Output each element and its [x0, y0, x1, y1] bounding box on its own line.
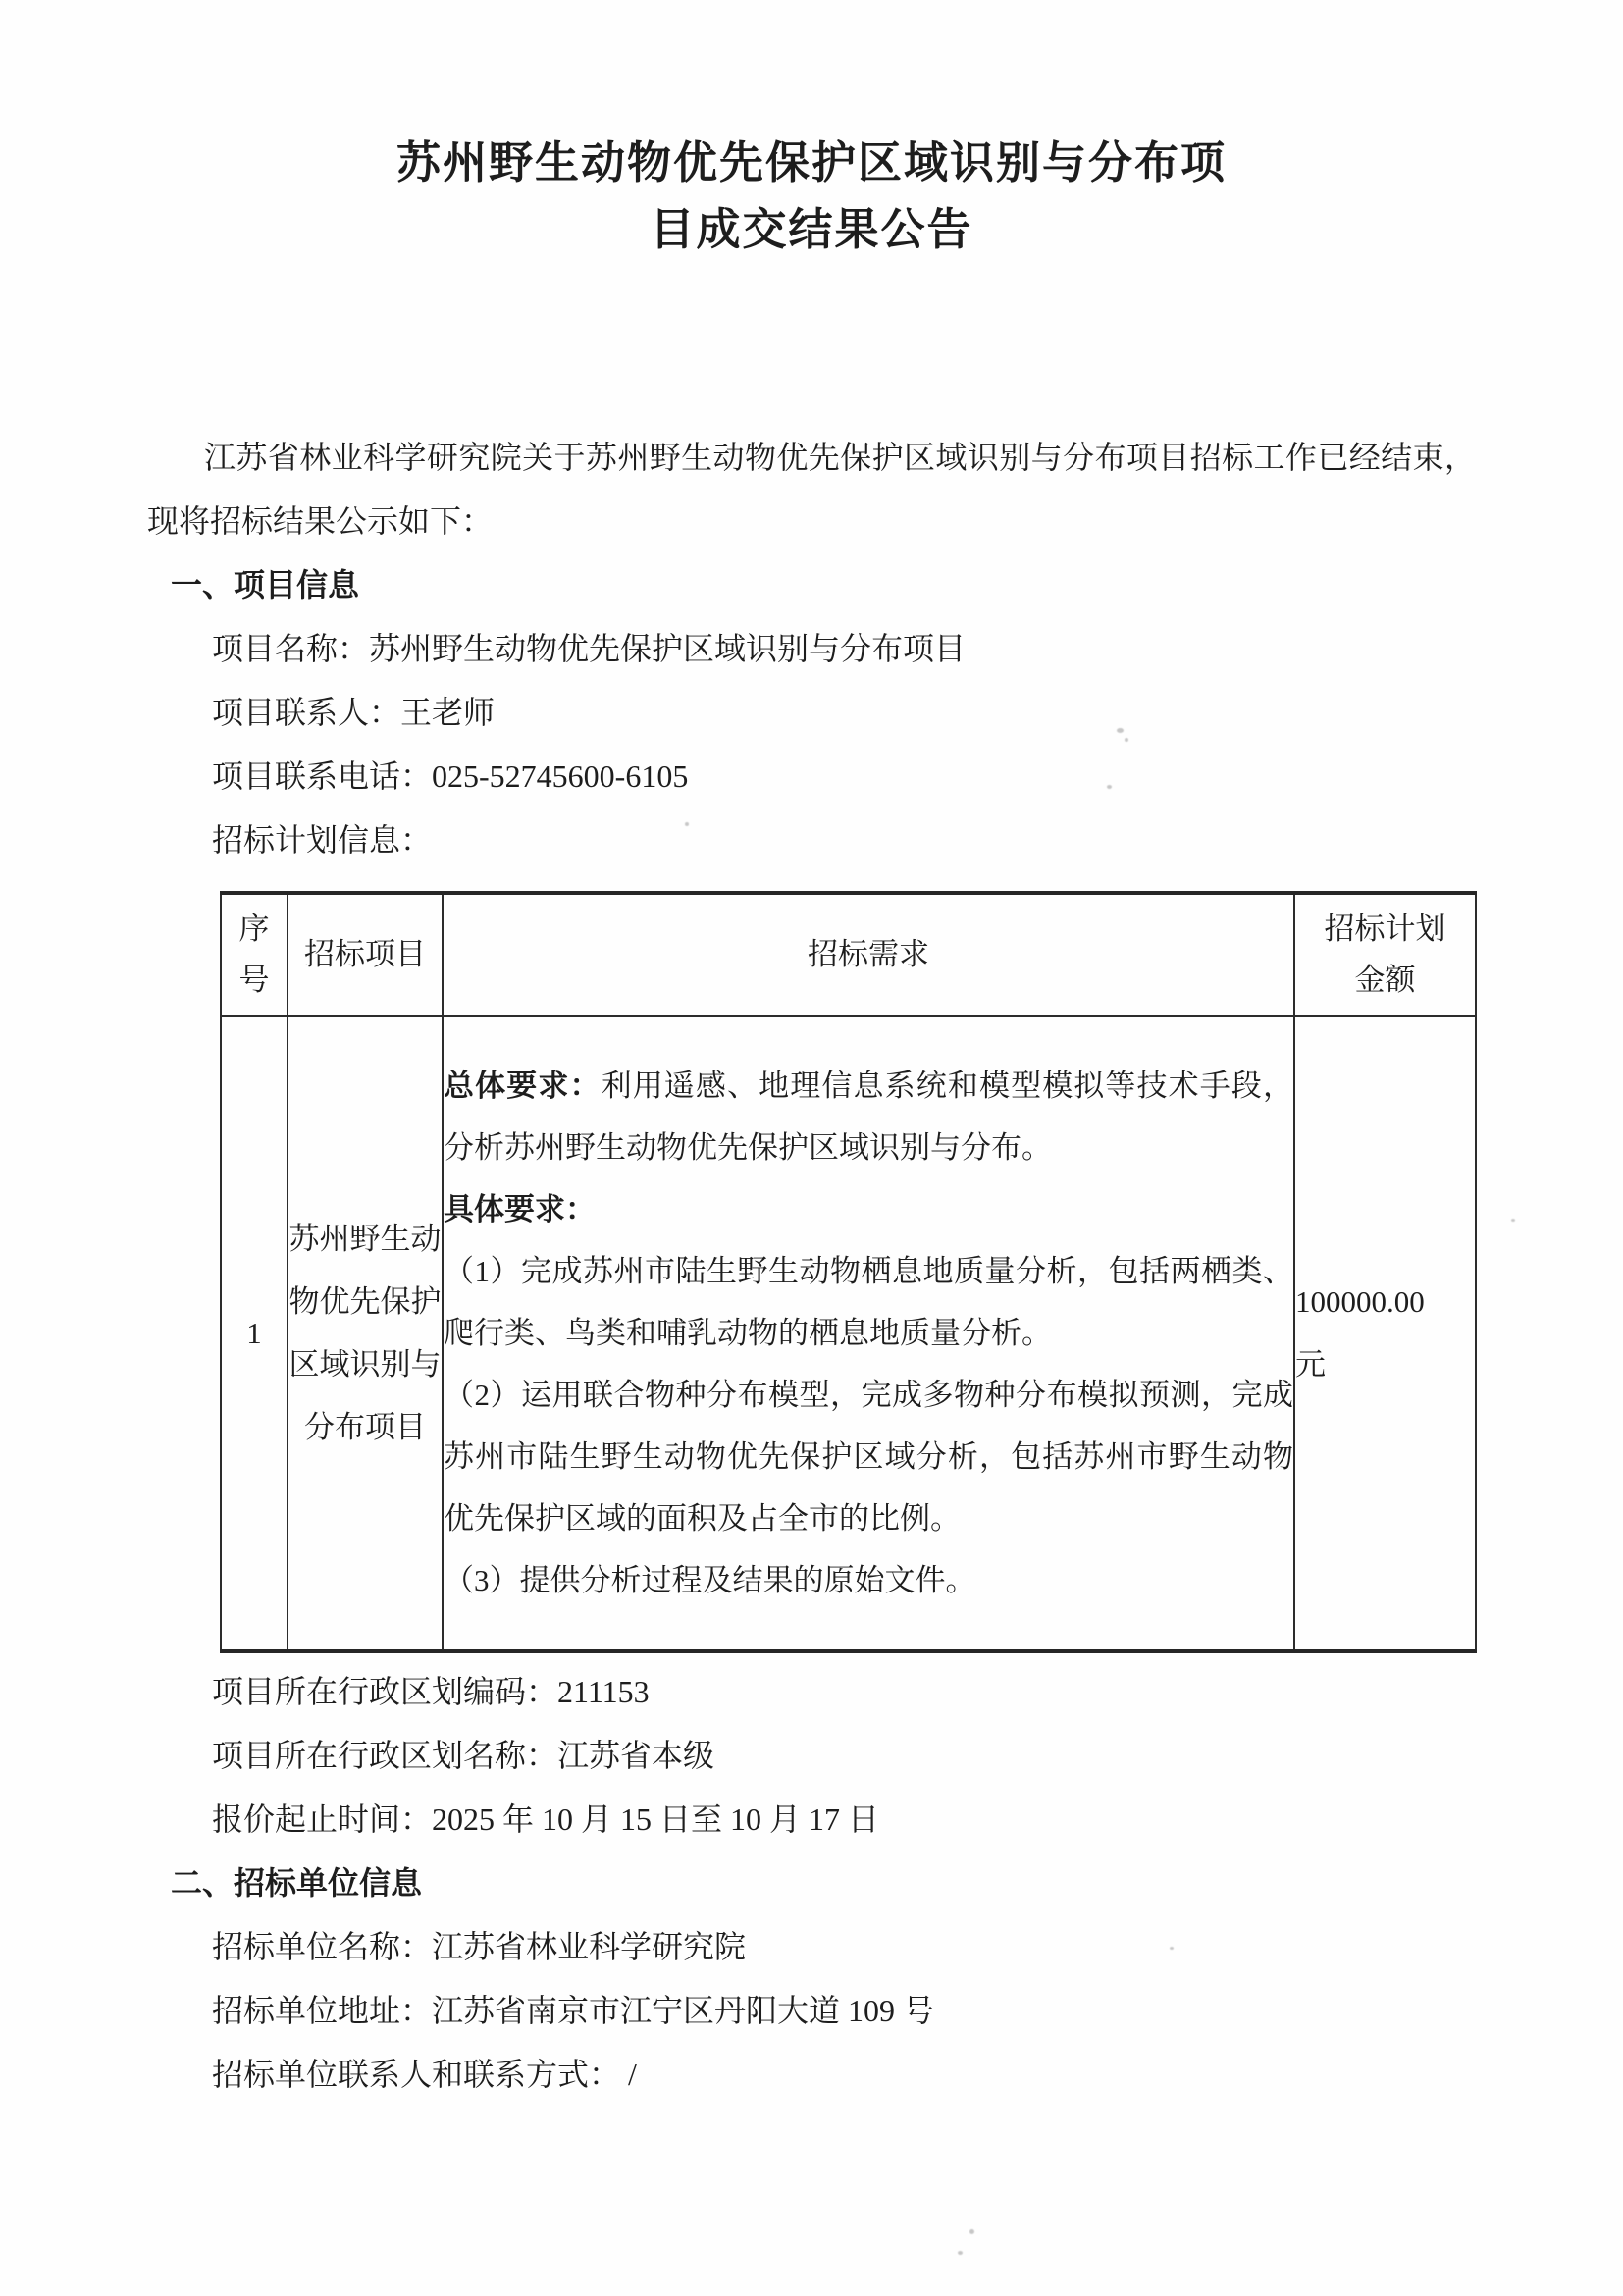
project-phone-line: 项目联系电话：025-52745600-6105: [212, 758, 689, 794]
plan-info-line: 招标计划信息：: [212, 822, 433, 858]
requirements-cell: [443, 1016, 1294, 1651]
section1-footer: [147, 1660, 1476, 1852]
table-row: [221, 1016, 1476, 1651]
col-header-project: 招标项目: [288, 893, 443, 1016]
project-name-line: 项目名称：苏州野生动物优先保护区域识别与分布项目: [212, 631, 967, 666]
table-header-row: [221, 893, 1476, 1016]
requirement-line: （2）运用联合物种分布模型，完成多物种分布模拟预测，完成苏州市陆生野生动物优先保护区域分析，包括苏州市野生动物优先保护区域的面积及占全市的比例。: [444, 1378, 1293, 1536]
scan-artifact: [1170, 1947, 1174, 1950]
project-contact-line: 项目联系人：王老师: [212, 695, 496, 730]
scan-artifact: [969, 2229, 974, 2234]
district-name-line: 项目所在行政区划名称：江苏省本级: [212, 1738, 715, 1773]
quote-period-line: 报价起止时间：2025 年 10 月 15 日至 10 月 17 日: [212, 1801, 880, 1837]
amount-value: 100000.00: [1295, 1283, 1425, 1319]
tender-unit-address-line: 招标单位地址：江苏省南京市江宁区丹阳大道 109 号: [212, 1993, 935, 2028]
section1-heading: 一、项目信息: [171, 567, 360, 602]
row-index-cell: 1: [221, 1016, 288, 1651]
col-header-amount: 招标计划金额: [1294, 893, 1476, 1016]
requirement-line: （1）完成苏州市陆生野生动物栖息地质量分析，包括两栖类、爬行类、鸟类和哺乳动物的栖息地质量分析。: [444, 1254, 1293, 1350]
district-code-line: 项目所在行政区划编码：211153: [212, 1674, 650, 1709]
tender-plan-table: [220, 891, 1477, 1653]
scan-artifact: [1107, 785, 1112, 789]
requirement-line: 具体要求：: [444, 1192, 596, 1226]
requirement-line: （3）提供分析过程及结果的原始文件。: [444, 1563, 976, 1597]
col-header-index: 序号: [221, 893, 288, 1016]
scan-artifact: [1125, 738, 1128, 742]
page-title-line1: 苏州野生动物优先保护区域识别与分布项: [395, 138, 1227, 187]
scan-artifact: [958, 2251, 963, 2255]
tender-unit-contact-line: 招标单位联系人和联系方式： /: [212, 2057, 637, 2092]
page-title: [147, 130, 1476, 263]
scan-artifact: [1117, 728, 1124, 733]
scan-artifact: [685, 822, 689, 826]
row-amount-cell: [1294, 1016, 1476, 1651]
tender-unit-name-line: 招标单位名称：江苏省林业科学研究院: [212, 1929, 747, 1964]
col-header-requirements: 招标需求: [443, 893, 1294, 1016]
section2-heading: 二、招标单位信息: [171, 1865, 423, 1901]
intro-paragraph: 江苏省林业科学研究院关于苏州野生动物优先保护区域识别与分布项目招标工作已经结束，现将招标结果公示如下：: [147, 440, 1476, 539]
page-title-line2: 目成交结果公告: [650, 205, 973, 254]
row-project-cell: 苏州野生动物优先保护区域识别与分布项目: [288, 1016, 443, 1651]
requirement-line: 总体要求：利用遥感、地理信息系统和模型模拟等技术手段，分析苏州野生动物优先保护区域识别与分布。: [444, 1069, 1293, 1165]
scan-artifact: [1511, 1219, 1515, 1222]
amount-unit: 元: [1295, 1346, 1326, 1382]
